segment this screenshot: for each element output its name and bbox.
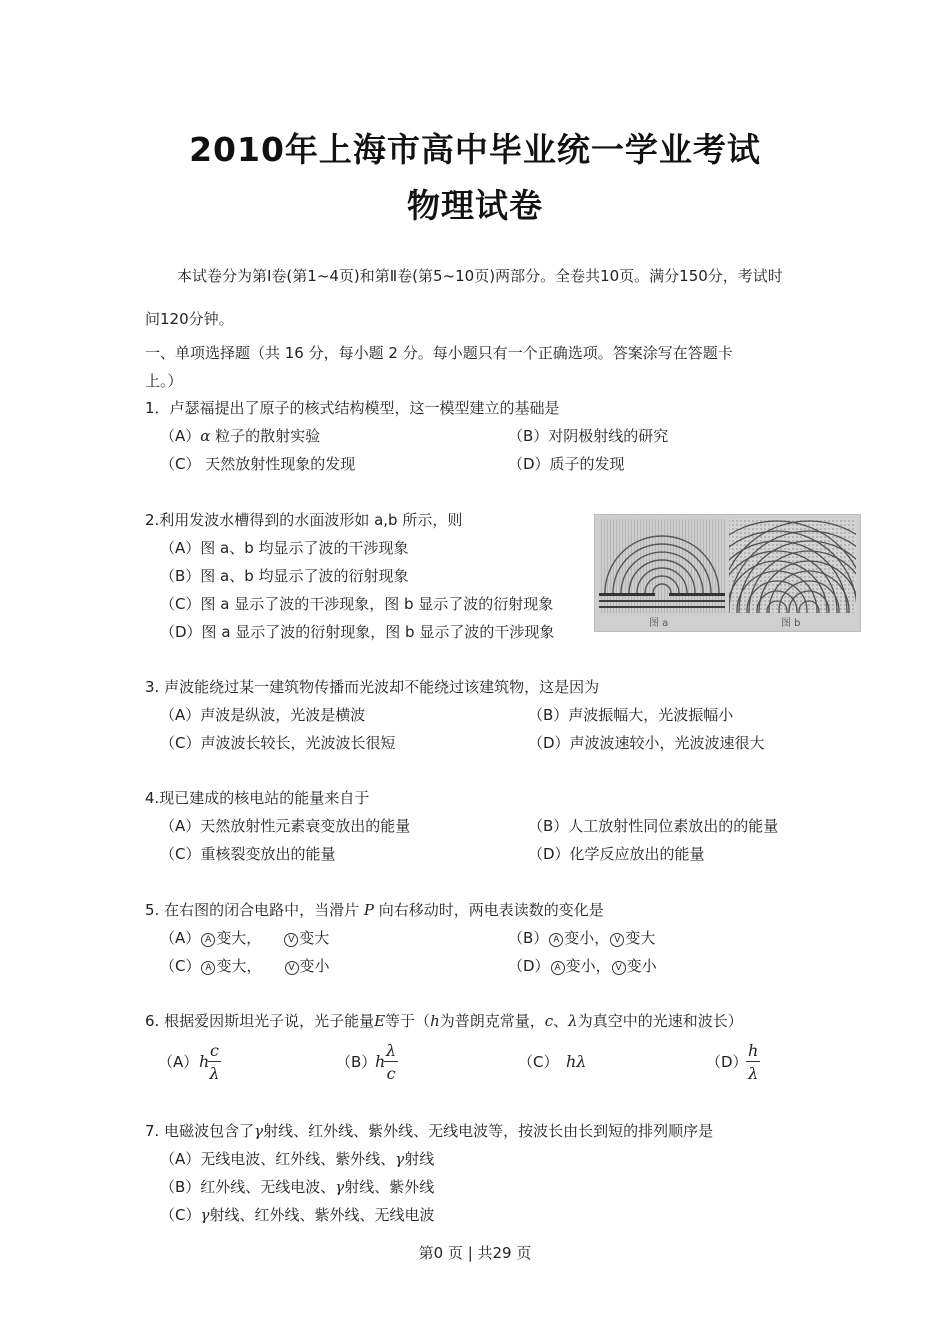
option-a-fraction: $\frac{c}{\lambda}$ <box>209 1041 220 1083</box>
option-text: 粒子的散射实验 <box>210 427 321 445</box>
question-stem: 5. 在右图的闭合电路中，当滑片 P 向右移动时，两电表读数的变化是 <box>145 901 604 919</box>
section-header-line-1: 一、单项选择题（共 16 分，每小题 2 分。每小题只有一个正确选项。答案涂写在答题卡 <box>145 344 733 362</box>
voltmeter-icon: V <box>610 933 624 947</box>
figure-a-label: 图 a <box>649 618 669 629</box>
slider-p-symbol: P <box>363 901 374 919</box>
wave-figure <box>594 514 861 632</box>
option-d-fraction: $\frac{h}{\lambda}$ <box>748 1041 759 1083</box>
option-c: （C） A 变大， V 变小 <box>160 957 330 975</box>
option-b-label: （B） <box>336 1053 377 1071</box>
option-d-label: （D） <box>706 1053 748 1071</box>
option-b: （B）红外线、无线电波、γ射线、紫外线 <box>160 1178 435 1196</box>
voltmeter-icon: V <box>285 961 299 975</box>
option-a: （A）天然放射性元素衰变放出的能量 <box>160 817 411 835</box>
intro-line-2: 问120分钟。 <box>145 310 234 328</box>
alpha-symbol: α <box>200 427 211 445</box>
page-footer: 第0 页 | 共29 页 <box>418 1244 532 1262</box>
option-label: （A） <box>160 427 201 445</box>
voltmeter-icon: V <box>612 961 626 975</box>
option-a-h: h <box>199 1052 210 1071</box>
ammeter-icon: A <box>551 961 565 975</box>
question-stem: 4.现已建成的核电站的能量来自于 <box>145 789 370 807</box>
ammeter-icon: A <box>549 933 563 947</box>
option-c: （C）声波波长较长，光波波长很短 <box>160 734 396 752</box>
exam-subtitle: 物理试卷 <box>407 186 543 225</box>
option-d: （D）声波波速较小，光波波速很大 <box>528 734 765 752</box>
question-stem: 2.利用发波水槽得到的水面波形如 a,b 所示，则 <box>145 511 463 529</box>
option-c: （C）重核裂变放出的能量 <box>160 845 336 863</box>
option-d: （D）图 a 显示了波的衍射现象，图 b 显示了波的干涉现象 <box>160 623 555 641</box>
option-b: （B）人工放射性同位素放出的的能量 <box>528 817 779 835</box>
option-a: （A）图 a、b 均显示了波的干涉现象 <box>160 539 409 557</box>
option-b: （B）声波振幅大，光波振幅小 <box>528 706 734 724</box>
question-stem: 7. 电磁波包含了γ射线、红外线、紫外线、无线电波等，按波长由长到短的排列顺序是 <box>145 1122 714 1140</box>
option-d: （D） A 变小， V 变小 <box>508 957 657 975</box>
option-b-h: h <box>375 1052 386 1071</box>
option-b: （B）对阴极射线的研究 <box>508 427 669 445</box>
option-c-label: （C） <box>518 1053 559 1071</box>
option-a: （A）声波是纵波，光波是横波 <box>160 706 366 724</box>
ammeter-icon: A <box>201 933 215 947</box>
question-stem: 6. 根据爱因斯坦光子说，光子能量E等于（h为普朗克常量，c、λ为真空中的光速和波长） <box>145 1012 743 1030</box>
ammeter-icon: A <box>201 961 215 975</box>
exam-title: 2010年上海市高中毕业统一学业考试 <box>189 130 761 169</box>
option-d: （D）化学反应放出的能量 <box>528 845 705 863</box>
option-b-fraction: $\frac{\lambda}{c}$ <box>386 1041 397 1083</box>
option-d: （D）质子的发现 <box>508 455 625 473</box>
wave-figure-image <box>595 515 860 631</box>
question-stem: 1．卢瑟福提出了原子的核式结构模型，这一模型建立的基础是 <box>145 399 560 417</box>
voltmeter-icon: V <box>284 933 298 947</box>
figure-b-label: 图 b <box>781 618 801 629</box>
option-c: （C） 天然放射性现象的发现 <box>160 455 356 473</box>
option-a: （A）无线电波、红外线、紫外线、γ射线 <box>160 1150 435 1168</box>
option-c-expression: hλ <box>566 1052 587 1071</box>
option-c: （C）γ射线、红外线、紫外线、无线电波 <box>160 1206 435 1224</box>
option-a-label: （A） <box>158 1053 199 1071</box>
question-stem: 3. 声波能绕过某一建筑物传播而光波却不能绕过该建筑物，这是因为 <box>145 678 600 696</box>
option-c: （C）图 a 显示了波的干涉现象，图 b 显示了波的衍射现象 <box>160 595 554 613</box>
option-b: （B） A 变小， V 变大 <box>508 929 656 947</box>
intro-line-1: 本试卷分为第Ⅰ卷(第1~4页)和第Ⅱ卷(第5~10页)两部分。全卷共10页。满分150分，考试时 <box>177 267 783 285</box>
option-a <box>160 426 320 446</box>
option-a: （A） A 变大， V 变大 <box>160 929 330 947</box>
section-header-line-2: 上。） <box>145 372 183 390</box>
option-b: （B）图 a、b 均显示了波的衍射现象 <box>160 567 409 585</box>
